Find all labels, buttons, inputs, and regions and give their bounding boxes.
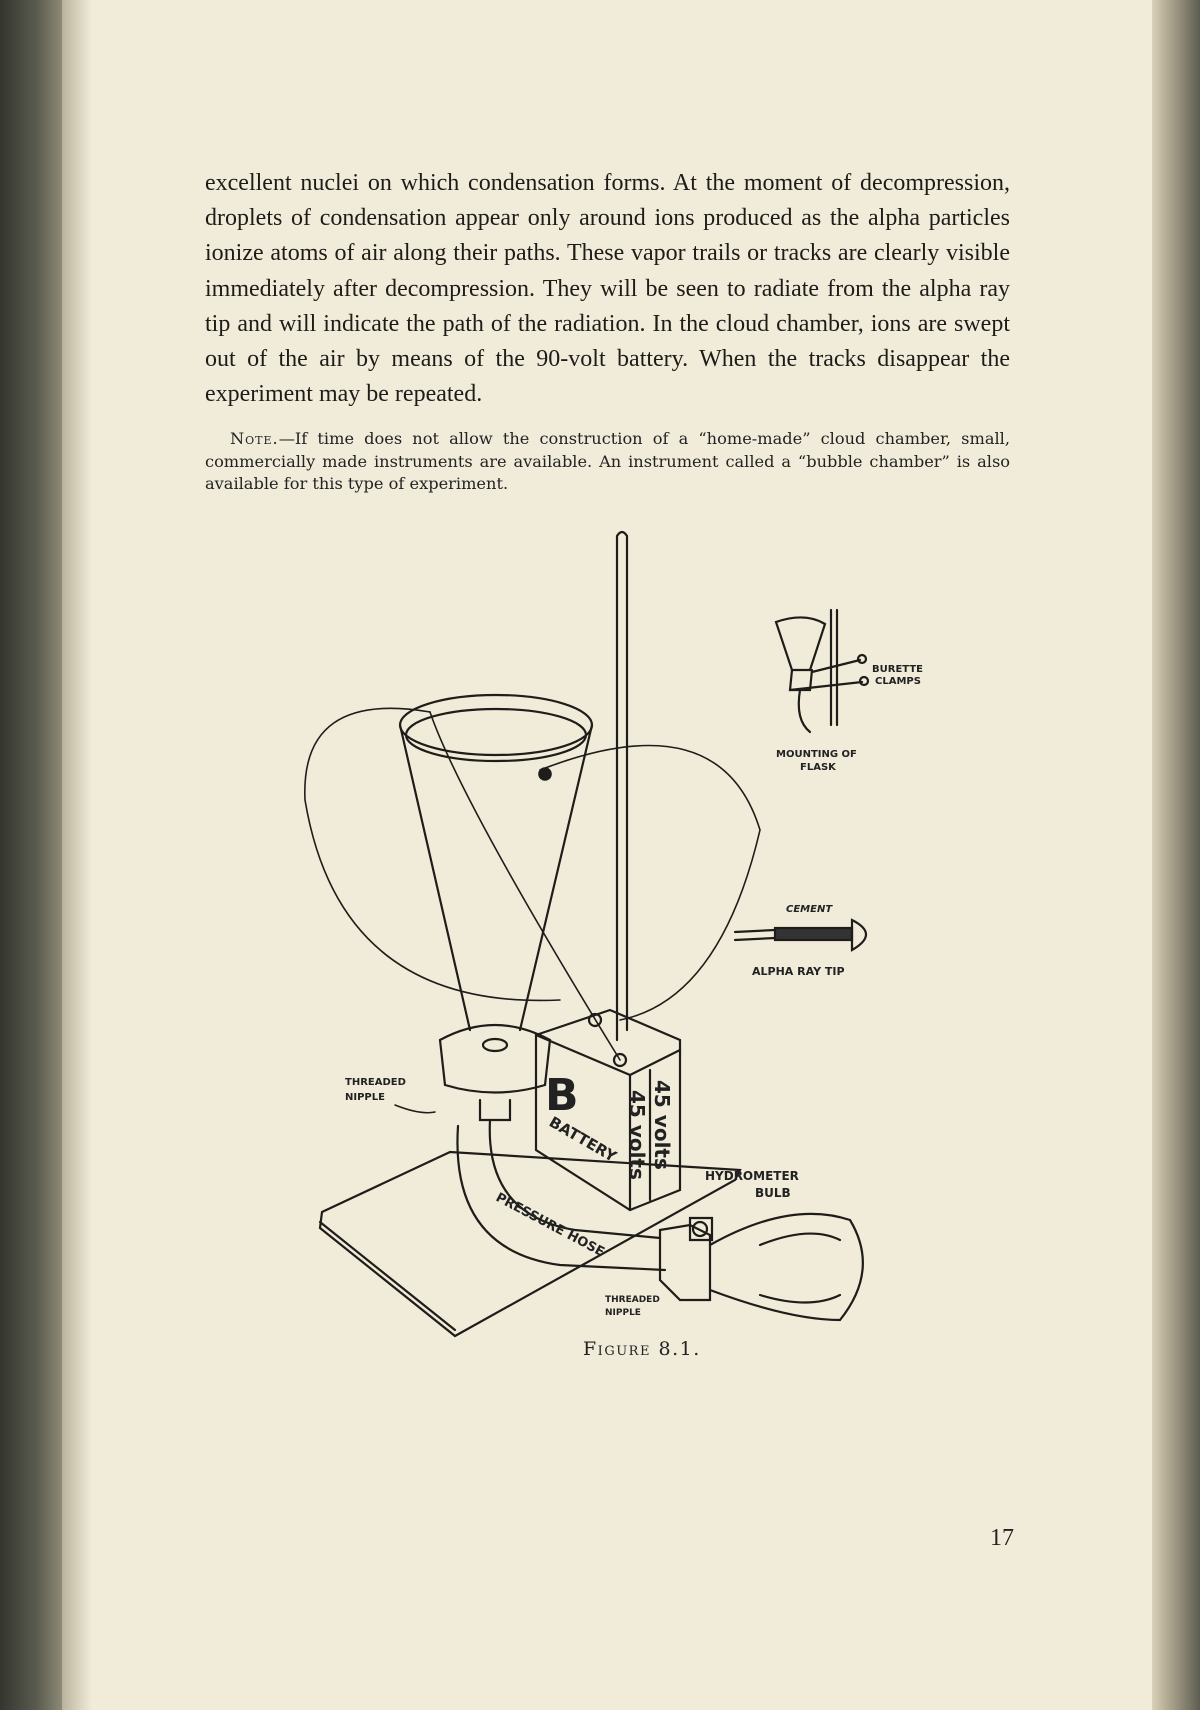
mounting-label-2: FLASK (800, 762, 836, 773)
hydrometer-label-1: HYDROMETER (705, 1169, 799, 1183)
mounting-label-1: MOUNTING OF (776, 749, 857, 760)
threaded-nipple-bottom-label-2: NIPPLE (605, 1308, 641, 1318)
glass-funnel (400, 695, 592, 1120)
cement-label: CEMENT (786, 904, 833, 915)
battery-b-label: B (545, 1070, 579, 1121)
threaded-nipple-top-label-1: THREADED (345, 1077, 406, 1088)
alpha-ray-tip-inset (735, 904, 866, 978)
stand-rod (617, 532, 627, 1040)
volts-label-1: 45 volts (625, 1090, 649, 1180)
hydrometer-label-2: BULB (755, 1186, 791, 1200)
alpha-ray-tip-label: ALPHA RAY TIP (752, 965, 845, 978)
volts-label-2: 45 volts (650, 1080, 674, 1170)
wires (305, 708, 760, 1060)
battery-label: BATTERY (546, 1112, 620, 1166)
burette-clamps-label-1: BURETTE (872, 664, 923, 675)
figure-caption: Figure 8.1. (583, 1338, 701, 1360)
page-number: 17 (990, 1525, 1014, 1551)
burette-clamps-label-2: CLAMPS (875, 676, 921, 687)
note-lead: Note. (230, 429, 279, 448)
threaded-nipple-bottom-label-1: THREADED (605, 1295, 660, 1305)
body-paragraph: excellent nuclei on which condensation forms. At the moment of decompression, droplets of condensation appear only around ions produced as the alpha particles ionize atoms of air along their paths. These vapor trails or tracks are clearly visible immediately after decompression. They will be seen to radiate from the alpha ray tip and will indicate the path of the radiation. In the cloud chamber, ions are swept out of the air by means of the 90-volt battery. When the tracks disappear the experiment may be repeated. (205, 170, 1010, 408)
note-text: —If time does not allow the construction of a “home-made” cloud chamber, small, commercially made instruments are available. An instrument called a “bubble chamber” is also available for this type of experiment. (205, 429, 1010, 493)
base-plate (320, 1152, 740, 1336)
pressure-hose-label: PRESSURE HOSE (493, 1190, 607, 1261)
flask-mounting-inset (776, 610, 923, 773)
hydrometer-bulb (660, 1214, 863, 1320)
threaded-nipple-top-label-2: NIPPLE (345, 1092, 385, 1103)
